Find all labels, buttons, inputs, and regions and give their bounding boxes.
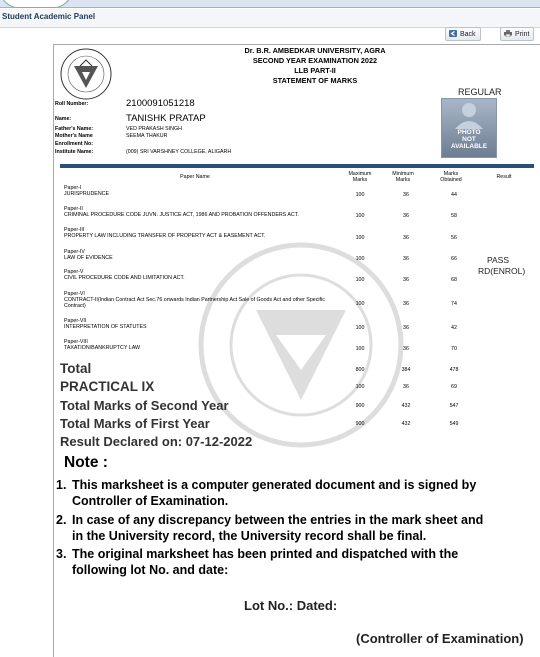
practical-obtained: 69	[451, 384, 457, 390]
photo-text-line2: NOT	[462, 136, 476, 143]
col-minimum-2: Marks	[395, 177, 411, 183]
document-title: STATEMENT OF MARKS	[272, 76, 358, 85]
note-2-line1: In case of any discrepancy between the entries in the mark sheet and	[72, 513, 484, 527]
back-button[interactable]	[445, 27, 481, 41]
paper-name: CRIMINAL PROCEDURE CODE JUVN. JUSTICE ACT, 1986 AND PROBATION OFFENDERS ACT.	[64, 212, 299, 218]
paper-name: CIVIL PROCEDURE CODE AND LIMITATION ACT.	[64, 275, 185, 281]
roll-number: 2100091051218	[126, 98, 195, 109]
controller-signature: (Controller of Examination)	[356, 631, 524, 646]
max-marks: 100	[355, 277, 365, 283]
enrollment-label: Enrollment No:	[55, 141, 93, 147]
col-maximum-2: Marks	[352, 177, 368, 183]
paper-code: Paper-IV	[64, 249, 85, 255]
paper-name: TAXATION/BANKRUPTCY LAW	[64, 345, 141, 351]
note-3-line2: following lot No. and date:	[72, 563, 229, 577]
sheet-top-border	[53, 44, 540, 45]
first-year-max: 900	[355, 421, 365, 427]
person-silhouette-icon	[442, 99, 496, 129]
max-marks: 100	[355, 192, 365, 198]
table-row	[64, 206, 334, 218]
second-year-min: 432	[401, 403, 411, 409]
table-row	[64, 227, 334, 239]
back-label: Back	[460, 31, 476, 38]
print-button[interactable]	[500, 27, 534, 41]
max-marks: 100	[355, 235, 365, 241]
table-row	[64, 318, 334, 330]
father-name: VED PRAKASH SINGH	[126, 126, 182, 132]
roll-label: Roll Number:	[55, 101, 89, 107]
first-year-obtained: 549	[449, 421, 459, 427]
total-min: 384	[401, 367, 411, 373]
note-heading: Note :	[64, 454, 108, 471]
mother-name: SEEMA THAKUR	[126, 133, 168, 139]
second-year-max: 900	[355, 403, 365, 409]
table-row	[64, 339, 334, 351]
total-label: Total	[60, 361, 92, 376]
logo-fragment	[0, 0, 72, 8]
paper-code: Paper-III	[64, 227, 85, 233]
mother-label: Mother's Name	[55, 133, 93, 139]
max-marks: 100	[355, 256, 365, 262]
max-marks: 100	[355, 213, 365, 219]
printer-icon	[504, 30, 512, 37]
university-name: Dr. B.R. AMBEDKAR UNIVERSITY, AGRA	[244, 46, 386, 55]
note-1-line2: Controller of Examination.	[72, 494, 229, 508]
status-label: REGULAR	[458, 87, 502, 97]
practical-max: 100	[355, 384, 365, 390]
obtained-marks: 56	[451, 235, 457, 241]
total-obtained: 478	[449, 367, 459, 373]
paper-name: JURISPRUDENCE	[64, 191, 110, 197]
first-year-min: 432	[401, 421, 411, 427]
paper-code: Paper-VI	[64, 291, 85, 297]
note-2-number: 2.	[56, 513, 67, 527]
paper-code: Paper-II	[64, 206, 83, 212]
min-marks: 36	[403, 192, 409, 198]
result-status: PASS	[486, 255, 510, 265]
practical-label: PRACTICAL IX	[60, 379, 155, 394]
second-year-obtained: 547	[449, 403, 459, 409]
panel-title: Student Academic Panel	[0, 9, 540, 28]
paper-name: CONTRACT-II(Indian Contract Act Sec.76 onwards Indian Partnership Act Sale of Goods Act and other Specific Contract)	[64, 297, 325, 309]
photo-text-line3: AVAILABLE	[450, 143, 488, 150]
table-row	[64, 269, 334, 281]
obtained-marks: 44	[451, 192, 457, 198]
min-marks: 36	[403, 256, 409, 262]
obtained-marks: 66	[451, 256, 457, 262]
min-marks: 36	[403, 277, 409, 283]
second-year-label: Total Marks of Second Year	[60, 398, 229, 413]
max-marks: 100	[355, 301, 365, 307]
col-result: Result	[496, 174, 512, 180]
col-obtained	[431, 171, 471, 183]
col-paper-name: Paper Name	[180, 174, 210, 180]
top-banner	[0, 0, 540, 8]
university-seal-icon	[60, 48, 112, 100]
print-label: Print	[515, 31, 530, 38]
table-row	[64, 185, 334, 197]
student-photo-placeholder	[441, 98, 497, 158]
course-name: LLB PART-II	[294, 66, 336, 75]
paper-code: Paper-VII	[64, 318, 87, 324]
table-row	[64, 249, 334, 261]
total-max: 800	[355, 367, 365, 373]
lot-number: Lot No.: Dated:	[244, 598, 338, 613]
exam-name: SECOND YEAR EXAMINATION 2022	[252, 56, 378, 65]
min-marks: 36	[403, 213, 409, 219]
photo-not-available-text	[442, 129, 496, 150]
obtained-marks: 74	[451, 301, 457, 307]
max-marks: 100	[355, 346, 365, 352]
note-3	[56, 546, 536, 578]
obtained-marks: 58	[451, 213, 457, 219]
result-detail: RD(ENROL)	[478, 266, 526, 276]
paper-name: INTERPRETATION OF STATUTES	[64, 324, 147, 330]
obtained-marks: 68	[451, 277, 457, 283]
min-marks: 36	[403, 235, 409, 241]
paper-code: Paper-VIII	[64, 339, 88, 345]
paper-code: Paper-V	[64, 269, 84, 275]
col-minimum	[383, 171, 423, 183]
obtained-marks: 42	[451, 325, 457, 331]
institute-label: Institute Name:	[55, 149, 94, 155]
institute-name: (009) SRI VARSHNEY COLLEGE, ALIGARH	[126, 149, 232, 155]
note-2-line2: in the University record, the University record shall be final.	[72, 529, 427, 543]
result-declared: Result Declared on: 07-12-2022	[60, 434, 253, 449]
col-maximum	[340, 171, 380, 183]
table-row	[64, 291, 334, 309]
note-1-number: 1.	[56, 478, 67, 492]
paper-name: LAW OF EVIDENCE	[64, 255, 113, 261]
name-label: Name:	[55, 116, 72, 122]
photo-text-line1: PHOTO	[457, 129, 481, 136]
practical-min: 36	[403, 384, 409, 390]
note-1	[56, 477, 536, 509]
min-marks: 36	[403, 325, 409, 331]
col-obtained-1: Marks	[443, 171, 459, 177]
paper-code: Paper-I	[64, 185, 82, 191]
first-year-label: Total Marks of First Year	[60, 416, 210, 431]
note-3-number: 3.	[56, 547, 67, 561]
col-maximum-1: Maximum	[348, 171, 372, 177]
note-2	[56, 512, 536, 544]
table-header-bar	[60, 164, 534, 168]
note-1-line1: This marksheet is a computer generated document and is signed by	[72, 478, 477, 492]
obtained-marks: 70	[451, 346, 457, 352]
min-marks: 36	[403, 301, 409, 307]
min-marks: 36	[403, 346, 409, 352]
student-name: TANISHK PRATAP	[126, 113, 206, 124]
note-3-line1: The original marksheet has been printed and dispatched with the	[72, 547, 459, 561]
back-arrow-icon	[449, 30, 457, 37]
col-minimum-1: Minimum	[392, 171, 414, 177]
sheet-left-border	[53, 44, 54, 657]
col-obtained-2: Obtained	[440, 177, 462, 183]
paper-name: PROPERTY LAW INCLUDING TRANSFER OF PROPERTY ACT & EASEMENT ACT.	[64, 233, 266, 239]
max-marks: 100	[355, 325, 365, 331]
father-label: Father's Name:	[55, 126, 94, 132]
